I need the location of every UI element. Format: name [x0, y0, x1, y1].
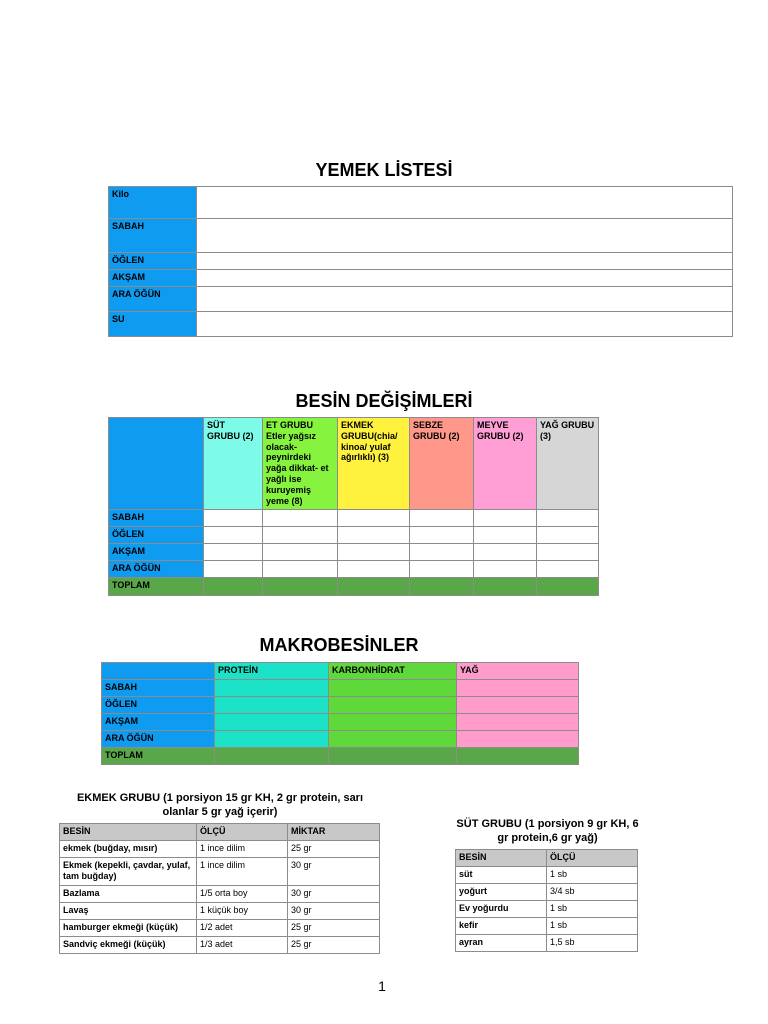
page-number: 1 — [378, 978, 386, 994]
bread-food: hamburger ekmeği (küçük) — [60, 920, 197, 937]
macro-cell[interactable] — [329, 680, 457, 697]
bread-measure: 1/5 orta boy — [197, 886, 288, 903]
bread-amount: 25 gr — [288, 937, 380, 954]
macro-cell[interactable] — [215, 697, 329, 714]
milk-measure: 3/4 sb — [547, 884, 638, 901]
bread-measure: 1/2 adet — [197, 920, 288, 937]
bread-measure: 1/3 adet — [197, 937, 288, 954]
macro-total-cell[interactable] — [215, 748, 329, 765]
macro-cell[interactable] — [457, 714, 579, 731]
exchange-cell[interactable] — [410, 510, 474, 527]
menu-row-label: SU — [109, 312, 197, 337]
exchange-cell[interactable] — [537, 544, 599, 561]
macro-cell[interactable] — [457, 680, 579, 697]
exchange-cell[interactable] — [263, 561, 338, 578]
exchange-cell[interactable] — [204, 544, 263, 561]
exchange-cell[interactable] — [263, 510, 338, 527]
table-row — [60, 920, 380, 937]
table-row — [60, 937, 380, 954]
header-protein: PROTEİN — [215, 663, 329, 680]
bread-measure: 1 küçük boy — [197, 903, 288, 920]
exchange-total-cell[interactable] — [410, 578, 474, 596]
exchange-cell[interactable] — [338, 510, 410, 527]
macro-cell[interactable] — [457, 697, 579, 714]
exchange-cell[interactable] — [204, 561, 263, 578]
menu-cell[interactable] — [197, 270, 733, 287]
bread-food: ekmek (buğday, mısır) — [60, 841, 197, 858]
bread-food: Ekmek (kepekli, çavdar, yulaf, tam buğday) — [60, 858, 197, 886]
milk-table — [455, 849, 638, 952]
exchange-total-label: TOPLAM — [109, 578, 204, 596]
bread-title: EKMEK GRUBU (1 porsiyon 15 gr KH, 2 gr protein, sarı olanlar 5 gr yağ içerir) — [76, 792, 364, 819]
bread-header-besin: BESİN — [60, 824, 197, 841]
bread-amount: 30 gr — [288, 903, 380, 920]
milk-header-olcu: ÖLÇÜ — [547, 850, 638, 867]
exchange-total-cell[interactable] — [263, 578, 338, 596]
macro-row-label: AKŞAM — [102, 714, 215, 731]
exchange-cell[interactable] — [204, 527, 263, 544]
macro-total-cell[interactable] — [329, 748, 457, 765]
milk-measure: 1 sb — [547, 901, 638, 918]
macro-cell[interactable] — [329, 697, 457, 714]
exchange-row-label: AKŞAM — [109, 544, 204, 561]
exchange-cell[interactable] — [263, 527, 338, 544]
menu-row-label: Kilo — [109, 187, 197, 219]
menu-row-label: ÖĞLEN — [109, 253, 197, 270]
exchange-cell[interactable] — [410, 544, 474, 561]
exchange-cell[interactable] — [474, 527, 537, 544]
bread-header-olcu: ÖLÇÜ — [197, 824, 288, 841]
table-row — [60, 886, 380, 903]
milk-title: SÜT GRUBU (1 porsiyon 9 gr KH, 6 gr protein,6 gr yağ) — [456, 818, 639, 845]
macro-row-label: SABAH — [102, 680, 215, 697]
macro-cell[interactable] — [329, 714, 457, 731]
bread-amount: 30 gr — [288, 858, 380, 886]
macro-cell[interactable] — [457, 731, 579, 748]
menu-cell[interactable] — [197, 187, 733, 219]
header-meyve-grubu: MEYVE GRUBU (2) — [474, 418, 537, 510]
macro-title: MAKROBESİNLER — [259, 635, 419, 655]
exchange-cell[interactable] — [338, 527, 410, 544]
exchange-cell[interactable] — [338, 561, 410, 578]
bread-amount: 25 gr — [288, 841, 380, 858]
menu-table — [108, 186, 733, 337]
table-row — [456, 884, 638, 901]
exchange-row-label: SABAH — [109, 510, 204, 527]
menu-title: YEMEK LİSTESİ — [315, 160, 453, 180]
milk-food: süt — [456, 867, 547, 884]
exchange-cell[interactable] — [474, 544, 537, 561]
exchange-total-cell[interactable] — [537, 578, 599, 596]
milk-measure: 1 sb — [547, 918, 638, 935]
table-row — [60, 903, 380, 920]
macro-corner — [102, 663, 215, 680]
exchange-row-label: ÖĞLEN — [109, 527, 204, 544]
macro-cell[interactable] — [329, 731, 457, 748]
table-row — [456, 918, 638, 935]
milk-food: Ev yoğurdu — [456, 901, 547, 918]
exchange-cell[interactable] — [204, 510, 263, 527]
macro-total-cell[interactable] — [457, 748, 579, 765]
exchange-cell[interactable] — [410, 527, 474, 544]
exchange-row-label: ARA ÖĞÜN — [109, 561, 204, 578]
exchange-cell[interactable] — [338, 544, 410, 561]
menu-cell[interactable] — [197, 253, 733, 270]
header-sut-grubu: SÜT GRUBU (2) — [204, 418, 263, 510]
bread-table — [59, 823, 380, 954]
exchange-table — [108, 417, 599, 596]
exchange-cell[interactable] — [537, 561, 599, 578]
menu-cell[interactable] — [197, 287, 733, 312]
milk-food: yoğurt — [456, 884, 547, 901]
exchange-total-cell[interactable] — [204, 578, 263, 596]
table-row — [456, 867, 638, 884]
bread-amount: 30 gr — [288, 886, 380, 903]
macro-cell[interactable] — [215, 731, 329, 748]
milk-food: kefir — [456, 918, 547, 935]
table-row — [456, 901, 638, 918]
bread-measure: 1 ince dilim — [197, 841, 288, 858]
exchange-cell[interactable] — [263, 544, 338, 561]
bread-food: Lavaş — [60, 903, 197, 920]
exchange-total-cell[interactable] — [474, 578, 537, 596]
bread-food: Bazlama — [60, 886, 197, 903]
macro-total-label: TOPLAM — [102, 748, 215, 765]
table-row — [456, 935, 638, 952]
macro-cell[interactable] — [215, 714, 329, 731]
header-yag-grubu: YAĞ GRUBU (3) — [537, 418, 599, 510]
table-row — [60, 841, 380, 858]
exchange-cell[interactable] — [474, 561, 537, 578]
exchange-total-cell[interactable] — [338, 578, 410, 596]
bread-measure: 1 ince dilim — [197, 858, 288, 886]
exchange-cell[interactable] — [410, 561, 474, 578]
menu-row-label: AKŞAM — [109, 270, 197, 287]
bread-food: Sandviç ekmeği (küçük) — [60, 937, 197, 954]
exchange-corner — [109, 418, 204, 510]
menu-cell[interactable] — [197, 219, 733, 253]
header-karbonhidrat: KARBONHİDRAT — [329, 663, 457, 680]
macro-table — [101, 662, 579, 765]
milk-food: ayran — [456, 935, 547, 952]
bread-header-miktar: MİKTAR — [288, 824, 380, 841]
menu-row-label: ARA ÖĞÜN — [109, 287, 197, 312]
macro-cell[interactable] — [215, 680, 329, 697]
milk-measure: 1 sb — [547, 867, 638, 884]
milk-header-besin: BESİN — [456, 850, 547, 867]
exchange-cell[interactable] — [474, 510, 537, 527]
header-et-grubu: ET GRUBU Etler yağsız olacak-peynirdeki yağa dikkat- et yağlı ise kuruyemiş yeme (8) — [263, 418, 338, 510]
exchange-cell[interactable] — [537, 527, 599, 544]
menu-cell[interactable] — [197, 312, 733, 337]
header-ekmek-grubu: EKMEK GRUBU(chia/ kinoa/ yulaf ağırlıklı) (3) — [338, 418, 410, 510]
exchange-cell[interactable] — [537, 510, 599, 527]
header-sebze-grubu: SEBZE GRUBU (2) — [410, 418, 474, 510]
milk-measure: 1,5 sb — [547, 935, 638, 952]
bread-amount: 25 gr — [288, 920, 380, 937]
macro-row-label: ARA ÖĞÜN — [102, 731, 215, 748]
macro-row-label: ÖĞLEN — [102, 697, 215, 714]
table-row — [60, 858, 380, 886]
menu-row-label: SABAH — [109, 219, 197, 253]
header-yag: YAĞ — [457, 663, 579, 680]
exchange-title: BESİN DEĞİŞİMLERİ — [295, 391, 473, 411]
